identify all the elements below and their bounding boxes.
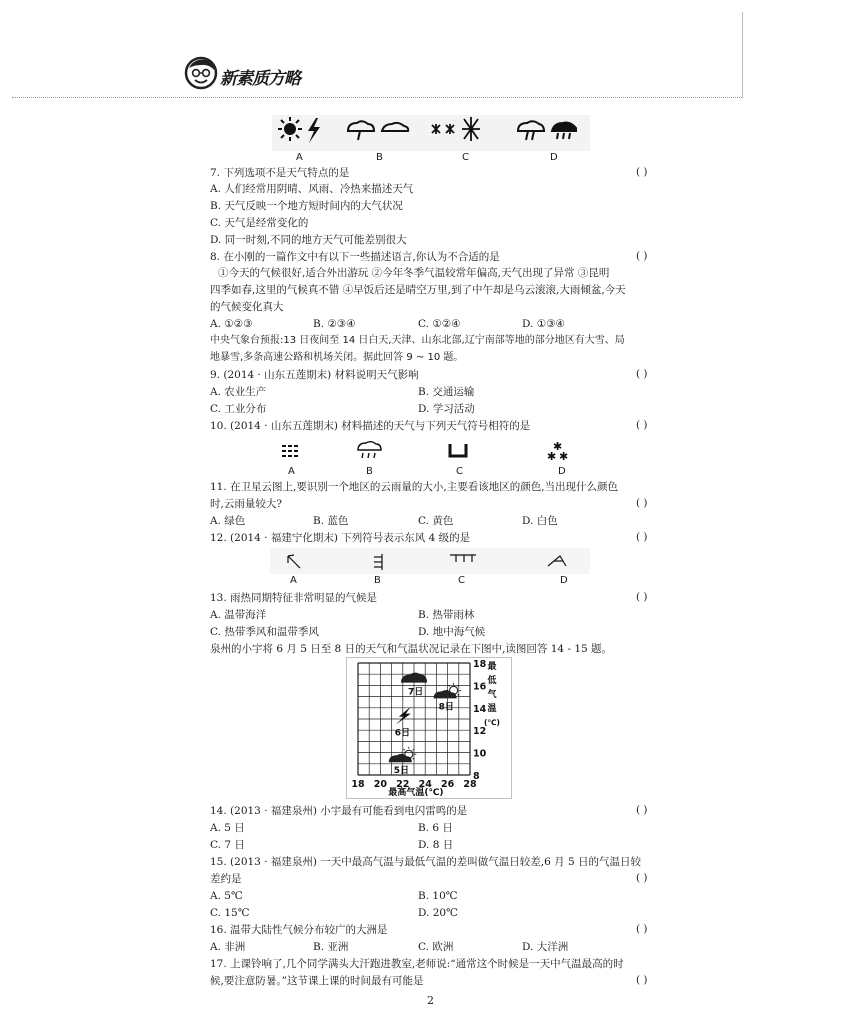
q14-option-b: B. 6 日 (418, 822, 453, 834)
sunny-thunder-icon (278, 117, 320, 143)
q11-option-d: D. 白色 (522, 515, 558, 527)
q11-option-a: A. 绿色 (210, 515, 246, 527)
y-axis-label-char: 低 (487, 676, 497, 686)
q12-wind-symbols (270, 548, 590, 574)
q10-label-c: C (456, 466, 463, 477)
q8-option-d: D. ①③④ (522, 318, 565, 330)
q14-stem: 14. (2013 · 福建泉州) 小宇最有可能看到电闪雷鸣的是 (210, 805, 468, 817)
q7-option-b: B. 天气反映一个地方短时间内的大气状况 (210, 200, 403, 212)
svg-text:8日: 8日 (438, 702, 454, 713)
q16-option-d: D. 大洋洲 (522, 941, 569, 953)
x-axis-label: 最高气温(℃) (388, 788, 444, 798)
q9-stem: 9. (2014 · 山东五莲期末) 材料说明天气影响 (210, 369, 419, 381)
snowflake-symbol-icon (547, 440, 568, 463)
q7-option-a: A. 人们经常用阴晴、风雨、冷热来描述天气 (210, 183, 414, 195)
q11-paren: ( ) (636, 497, 648, 509)
q13-option-d: D. 地中海气候 (418, 626, 486, 638)
svg-text:✱: ✱ (547, 450, 557, 463)
q17-line2: 候,要注意防暑。”这节课上课的时间最有可能是 (210, 975, 424, 987)
q11-line2: 时,云雨量较大? (210, 498, 282, 510)
bracket-symbol-icon (450, 444, 466, 456)
q12-stem: 12. (2014 · 福建宁化期末) 下列符号表示东风 4 级的是 (210, 532, 471, 544)
symbol-label-b: B (376, 152, 383, 163)
q15-option-a: A. 5℃ (210, 890, 243, 902)
q8-option-b: B. ②③④ (313, 318, 356, 330)
symbol-label-d: D (550, 152, 558, 163)
y-tick-label: 8 (473, 771, 480, 782)
header-dotted-rule (12, 97, 742, 98)
q7-option-d: D. 同一时刻,不同的地方天气可能差别很大 (210, 234, 407, 246)
y-tick-label: 12 (473, 726, 487, 738)
q8-line1: ①今天的气候很好,适合外出游玩 ②今年冬季气温较常年偏高,天气出现了异常 ③昆明 (218, 267, 610, 279)
q15-option-d: D. 20℃ (418, 907, 458, 919)
x-tick-label: 22 (396, 779, 410, 790)
q16-option-c: C. 欧洲 (418, 941, 454, 953)
q15-line1: 15. (2013 · 福建泉州) 一天中最高气温与最低气温的差叫做气温日较差,6 月 5 日的气温日较 (210, 856, 642, 868)
q13-stem: 13. 雨热同期特征非常明显的气候是 (210, 592, 378, 604)
q9-option-c: C. 工业分布 (210, 403, 267, 415)
q8-paren: ( ) (636, 250, 648, 262)
q9-option-b: B. 交通运输 (418, 386, 475, 398)
header-vertical-rule (742, 12, 743, 98)
x-tick-label: 26 (440, 779, 455, 790)
x-tick-label: 24 (418, 779, 432, 790)
y-axis-label-char: 气 (487, 690, 497, 700)
q12-label-b: B (374, 575, 381, 586)
q10-label-b: B (366, 466, 373, 477)
x-tick-label: 20 (373, 779, 388, 790)
q10-label-a: A (288, 466, 295, 477)
q13-option-a: A. 温带海洋 (210, 609, 267, 621)
snow-icon (432, 117, 480, 141)
material-line1: 中央气象台预报:13 日夜间至 14 日白天,天津、山东北部,辽宁南部等地的部分地区有大雪、局 (210, 335, 625, 346)
y-tick-label: 10 (473, 748, 487, 760)
y-axis-label-char: (℃) (484, 718, 500, 727)
q15-paren: ( ) (636, 872, 648, 884)
q13-option-b: B. 热带雨林 (418, 609, 475, 621)
q17-line1: 17. 上课铃响了,几个同学满头大汗跑进教室,老师说:“通常这个时候是一天中气温最高的时 (210, 958, 624, 970)
material-line2: 地暴雪,多条高速公路和机场关闭。据此回答 9 ~ 10 题。 (210, 352, 464, 363)
y-axis-label-char: 最 (487, 662, 497, 672)
y-tick-label: 14 (473, 703, 487, 715)
q16-paren: ( ) (636, 923, 648, 935)
q13-paren: ( ) (636, 591, 648, 603)
weather-symbols-row (272, 115, 590, 151)
q8-stem: 8. 在小刚的一篇作文中有以下一些描述语言,你认为不合适的是 (210, 251, 500, 263)
temperature-weather-chart (346, 657, 512, 799)
wind-symbol-b-icon (374, 554, 382, 570)
svg-text:5日: 5日 (393, 766, 410, 777)
q11-option-b: B. 蓝色 (313, 515, 349, 527)
svg-text:6日: 6日 (394, 728, 411, 739)
q8-option-a: A. ①②③ (210, 318, 253, 330)
wind-symbol-a-icon (288, 555, 300, 568)
q10-symbols (270, 436, 590, 464)
q12-label-a: A (290, 575, 297, 586)
q14-option-d: D. 8 日 (418, 839, 454, 851)
y-tick-label: 18 (473, 659, 487, 670)
q12-label-c: C (458, 575, 465, 586)
q15-line2: 差约是 (210, 873, 242, 885)
q13-option-c: C. 热带季风和温带季风 (210, 626, 319, 638)
x-tick-label: 28 (463, 779, 477, 790)
q14-option-a: A. 5 日 (210, 822, 245, 834)
y-tick-label: 16 (473, 681, 487, 693)
q12-label-d: D (560, 575, 568, 586)
cloud-rain-icon (348, 121, 408, 140)
q16-option-a: A. 非洲 (210, 941, 246, 953)
q8-line3: 的气候变化真大 (210, 301, 284, 313)
q8-line2: 四季如春,这里的气候真不错 ④早饭后还是晴空万里,到了中午却是乌云滚滚,大雨倾盆,今天 (210, 284, 626, 296)
rain-cloud-symbol-icon (358, 442, 381, 458)
symbol-label-a: A (296, 152, 303, 163)
page-number: 2 (427, 994, 434, 1007)
q12-paren: ( ) (636, 531, 648, 543)
q7-option-c: C. 天气是经常变化的 (210, 217, 309, 229)
svg-text:7日: 7日 (408, 687, 424, 698)
q11-option-c: C. 黄色 (418, 515, 454, 527)
q9-option-a: A. 农业生产 (210, 386, 267, 398)
svg-text:✱: ✱ (553, 440, 563, 453)
q16-stem: 16. 温带大陆性气候分布较广的大洲是 (210, 924, 388, 936)
fog-symbol-icon (282, 445, 298, 457)
y-axis-label-char: 温 (487, 704, 497, 714)
q16-option-b: B. 亚洲 (313, 941, 349, 953)
q15-option-c: C. 15℃ (210, 907, 250, 919)
q15-option-b: B. 10℃ (418, 890, 458, 902)
symbol-label-c: C (462, 152, 469, 163)
q8-option-c: C. ①②④ (418, 318, 461, 330)
svg-text:✱: ✱ (559, 450, 569, 463)
mascot-logo-icon (184, 56, 218, 90)
brand-title: 新素质方略 (220, 69, 300, 89)
x-tick-label: 18 (351, 779, 365, 790)
q11-line1: 11. 在卫星云图上,要识别一个地区的云雨量的大小,主要看该地区的颜色,当出现什么颜色 (210, 481, 619, 493)
q7-stem: 7. 下列选项不是天气特点的是 (210, 167, 350, 179)
wind-symbol-c-icon (450, 555, 476, 562)
q10-paren: ( ) (636, 419, 648, 431)
shower-icon (518, 121, 576, 140)
q10-label-d: D (558, 466, 566, 477)
q7-paren: ( ) (636, 166, 648, 178)
q14-paren: ( ) (636, 804, 648, 816)
q9-paren: ( ) (636, 368, 648, 380)
q17-paren: ( ) (636, 974, 648, 986)
q9-option-d: D. 学习活动 (418, 403, 475, 415)
q10-stem: 10. (2014 · 山东五莲期末) 材料描述的天气与下列天气符号相符的是 (210, 420, 531, 432)
q14-option-c: C. 7 日 (210, 839, 245, 851)
wind-symbol-d-icon (548, 556, 566, 566)
intro-14-15: 泉州的小宇将 6 月 5 日至 8 日的天气和气温状况记录在下图中,读图回答 14 - 15 题。 (210, 643, 613, 655)
